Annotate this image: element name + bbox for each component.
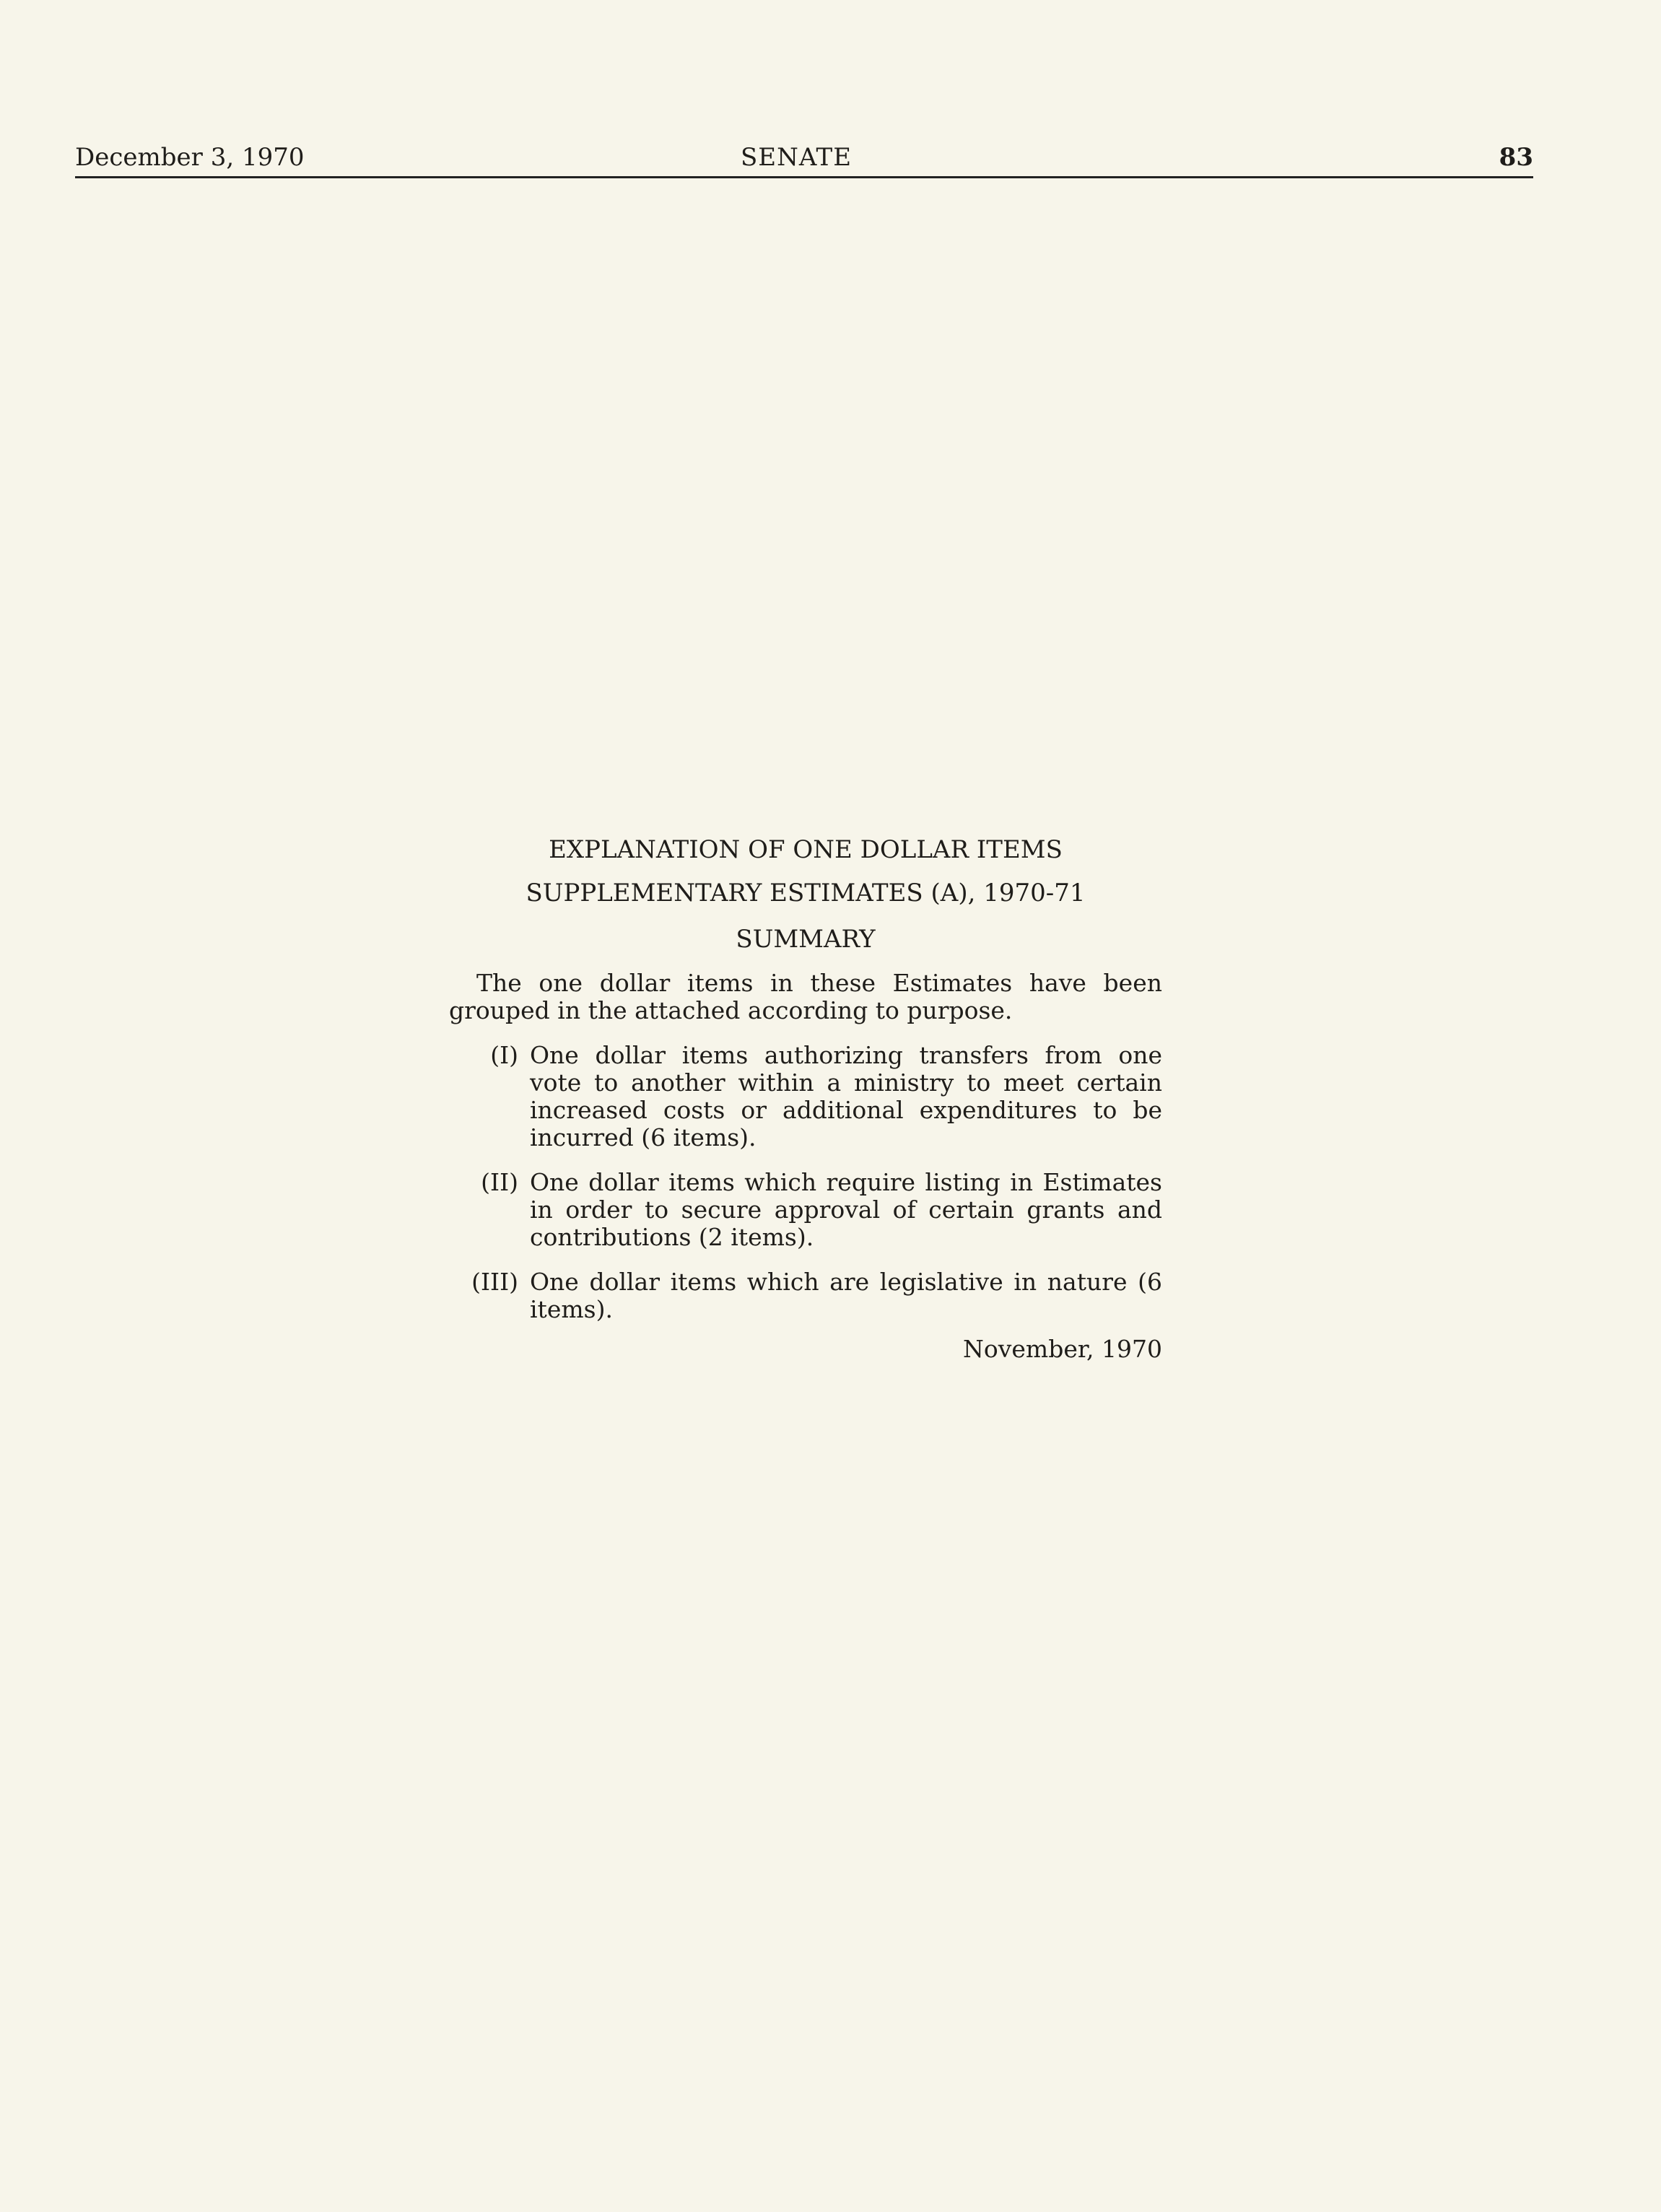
document-title: EXPLANATION OF ONE DOLLAR ITEMS xyxy=(549,835,1063,864)
header-chamber: SENATE xyxy=(741,143,853,172)
item-numeral: (III) xyxy=(471,1268,518,1296)
header-date: December 3, 1970 xyxy=(75,143,305,172)
item-numeral: (II) xyxy=(481,1168,518,1196)
item-text: One dollar items which require listing in Estimates in order to secure approval of certain grants and contributions (2 items). xyxy=(530,1168,1162,1251)
items-list xyxy=(449,1042,1162,1323)
item-text: One dollar items authorizing transfers from one vote to another within a ministry to meet certain increased costs or additional expenditures to be incurred (6 items). xyxy=(530,1041,1162,1151)
summary-heading: SUMMARY xyxy=(736,925,876,954)
item-numeral: (I) xyxy=(490,1041,518,1069)
page-number: 83 xyxy=(1499,143,1533,172)
signoff-date: November, 1970 xyxy=(963,1335,1162,1363)
list-item xyxy=(449,1042,1162,1151)
document-subtitle: SUPPLEMENTARY ESTIMATES (A), 1970-71 xyxy=(526,879,1086,907)
document-body xyxy=(449,834,1162,1364)
intro-paragraph: The one dollar items in these Estimates have been grouped in the attached according to purpose. xyxy=(449,969,1162,1024)
item-text: One dollar items which are legislative in nature (6 items). xyxy=(530,1268,1162,1323)
page-header xyxy=(75,141,1533,178)
list-item xyxy=(449,1169,1162,1251)
list-item xyxy=(449,1268,1162,1323)
